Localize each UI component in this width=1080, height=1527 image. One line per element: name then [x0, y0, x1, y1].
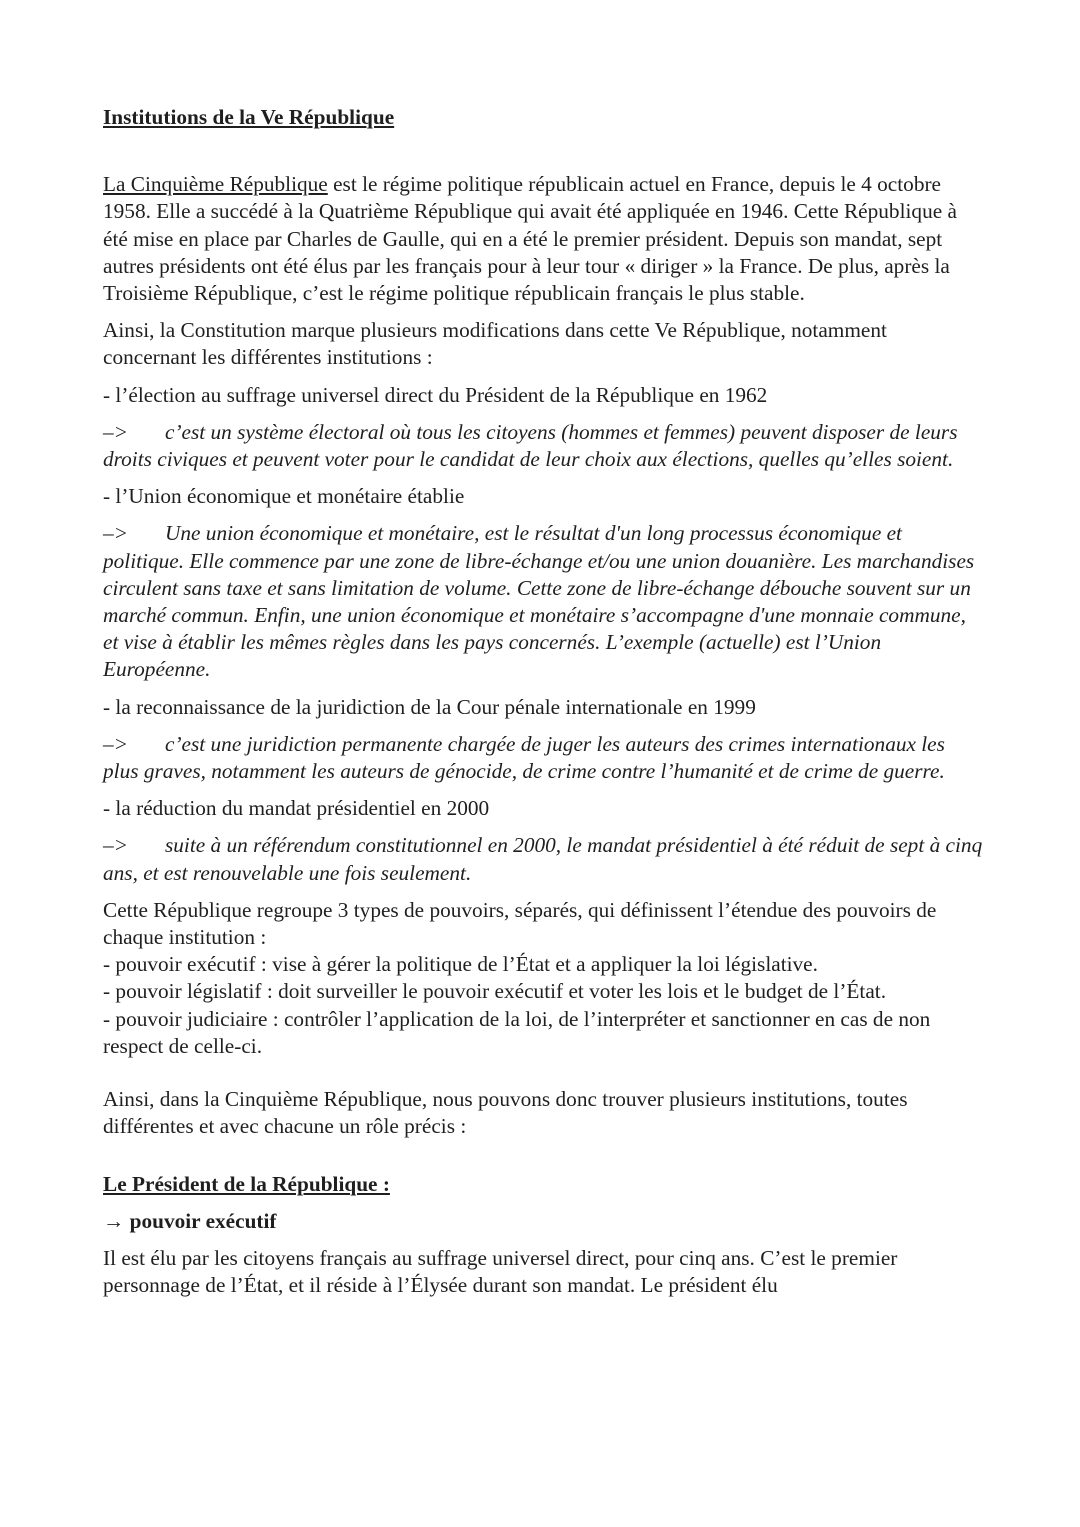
- item-line-3: - la reconnaissance de la juridiction de la Cour pénale internationale en 1999: [103, 694, 756, 719]
- arrow-glyph: –>: [103, 521, 129, 546]
- intro-text: est le régime politique républicain actuel en France, depuis le 4 octobre 1958. Elle a succédé à la Quatrième République qui avait été appliquée en 1946. Cette République à été mise en place par Charles de Gaulle, qui en a été le premier président. Depuis son mandat, sept autres présidents ont été élus par les français pour à leur tour « diriger » la France. De plus, après la Troisième République, c’est le régime politique républicain français le plus stable.: [103, 172, 957, 306]
- item-note-1: [103, 419, 983, 473]
- item-note-text-2: Une union économique et monétaire, est le résultat d'un long processus économique et politique. Elle commence par une zone de libre-échange et/ou une union douanière. Les marchandises circulent sans taxe et sans limitation de volume. Cette zone de libre-échange débouche souvent sur un marché commun. Enfin, une union économique et monétaire s’accompagne d'une monnaie commune, et vise à établir les mêmes règles dans les pays concernés. L’exemple (actuelle) est l’Union Européenne.: [103, 521, 975, 682]
- section-title-president: Le Président de la République :: [103, 1171, 390, 1196]
- item-line-2: - l’Union économique et monétaire établie: [103, 484, 465, 509]
- item-line-1: - l’élection au suffrage universel direct du Président de la République en 1962: [103, 382, 768, 407]
- intro-paragraph: [103, 171, 983, 307]
- item-note-text-3: c’est une juridiction permanente chargée de juger les auteurs des crimes internationaux les plus graves, notamment les auteurs de génocide, de crime contre l’humanité et de crime de guerre.: [103, 731, 945, 784]
- item-note-2: [103, 520, 983, 683]
- president-paragraph: Il est élu par les citoyens français au suffrage universel direct, pour cinq ans. C’est le premier personnage de l’État, et il réside à l’Élysée durant son mandat. Le président élu: [103, 1245, 898, 1298]
- arrow-glyph: –>: [103, 419, 129, 444]
- intro-link-text: La Cinquième République: [103, 172, 328, 197]
- document-page: [103, 100, 983, 1309]
- power-executive: - pouvoir exécutif : vise à gérer la politique de l’État et a appliquer la loi législative.: [103, 952, 818, 977]
- item-note-text-4: suite à un référendum constitutionnel en 2000, le mandat présidentiel à été réduit de sept à cinq ans, et est renouvelable une fois seulement.: [103, 833, 983, 885]
- arrow-glyph: –>: [103, 833, 129, 858]
- modifications-paragraph: Ainsi, la Constitution marque plusieurs modifications dans cette Ve République, notamment concernant les différentes institutions :: [103, 318, 887, 370]
- section-subtitle-executive: → pouvoir exécutif: [103, 1208, 277, 1233]
- power-legislative: - pouvoir législatif : doit surveiller le pouvoir exécutif et voter les lois et le budget de l’État.: [103, 979, 887, 1004]
- item-note-text-1: c’est un système électoral où tous les citoyens (hommes et femmes) peuvent disposer de leurs droits civiques et peuvent voter pour le candidat de leur choix aux élections, quelles qu’elles soient.: [103, 419, 958, 472]
- powers-intro: Cette République regroupe 3 types de pouvoirs, séparés, qui définissent l’étendue des pouvoirs de chaque institution :: [103, 897, 937, 950]
- power-judicial: - pouvoir judiciaire : contrôler l’application de la loi, de l’interpréter et sanctionner en cas de non respect de celle-ci.: [103, 1006, 931, 1058]
- item-note-4: [103, 832, 983, 886]
- powers-block: [103, 897, 983, 1060]
- institutions-paragraph: Ainsi, dans la Cinquième République, nous pouvons donc trouver plusieurs institutions, toutes différentes et avec chacune un rôle précis :: [103, 1087, 908, 1139]
- item-note-3: [103, 731, 983, 785]
- document-title: Institutions de la Ve République: [103, 105, 395, 129]
- arrow-glyph: –>: [103, 731, 129, 756]
- item-line-4: - la réduction du mandat présidentiel en 2000: [103, 796, 490, 821]
